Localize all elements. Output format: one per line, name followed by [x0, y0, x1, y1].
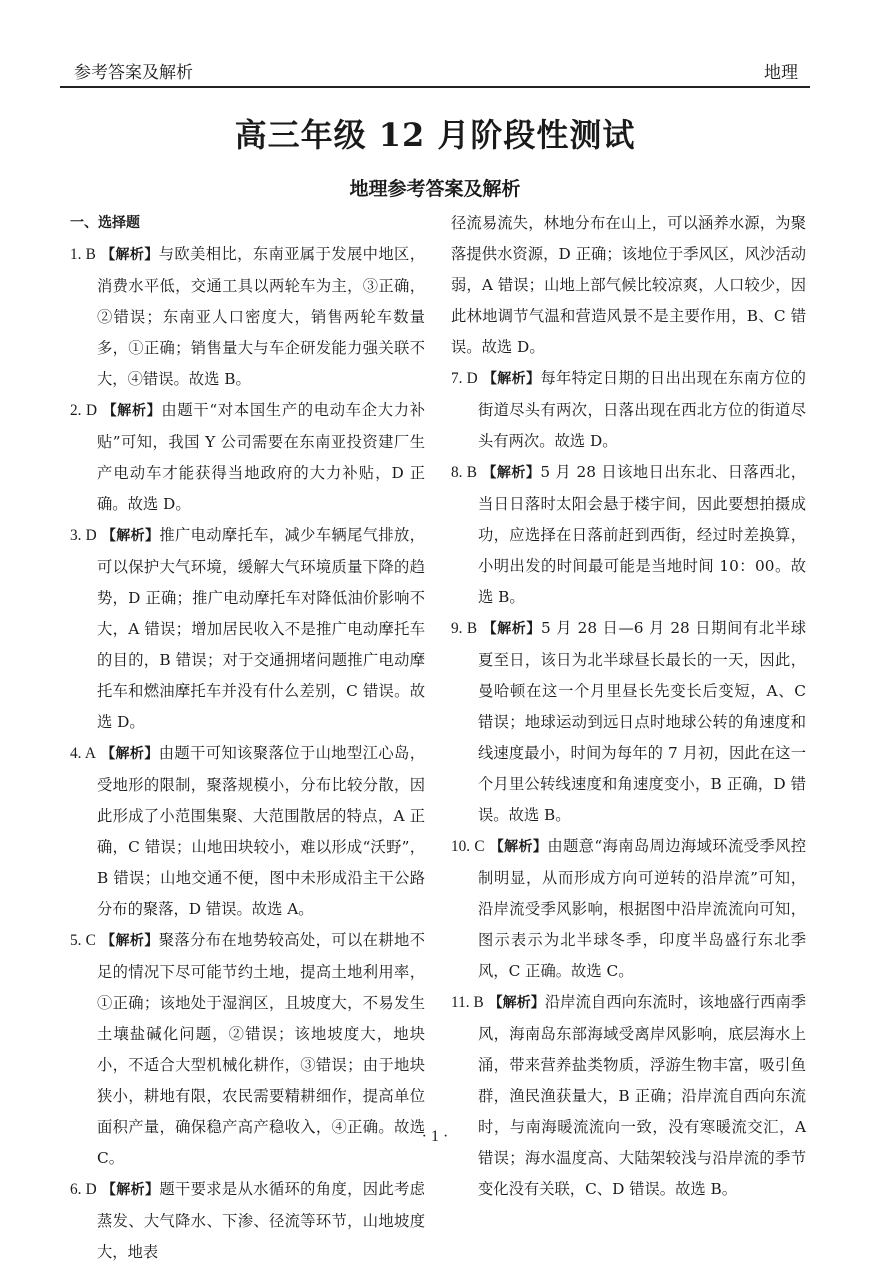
answer-number: 11. B	[451, 994, 484, 1011]
answer-number: 7. D	[451, 370, 478, 387]
answer-item	[70, 1174, 425, 1268]
analysis-tag: 【解析】	[101, 1182, 160, 1198]
analysis-tag: 【解析】	[482, 621, 542, 637]
answer-explanation: 沿岸流自西向东流时，该地盛行西南季风，海南岛东部海域受离岸风影响，底层海水上涌，带来营养盐类物质，浮游生物丰富，吸引鱼群，渔民渔获量大，B 正确；沿岸流自西向东流时，与南海暖流流向一致，没有寒暖流交汇，A 错误；海水温度高、大陆架较浅与沿岸流的季节变化没有关联，C、D 错误。故选 B。	[478, 993, 806, 1198]
answer-list-right	[451, 363, 806, 1205]
analysis-tag: 【解析】	[101, 528, 160, 544]
answer-continuation: 径流易流失，林地分布在山上，可以涵养水源，为聚落提供水资源，D 正确；该地位于季风区，风沙活动弱，A 错误；山地上部气候比较凉爽，人口较少，因此林地调节气温和营造风景不是主要作用，B、C 错误。故选 D。	[451, 214, 806, 356]
answer-item	[451, 831, 806, 987]
section-heading: 一、选择题	[70, 215, 140, 231]
analysis-tag: 【解析】	[482, 465, 541, 481]
analysis-tag: 【解析】	[101, 933, 159, 949]
answer-number: 4. A	[70, 745, 96, 762]
page-title: 高三年级 12 月阶段性测试	[234, 116, 636, 154]
answer-number: 2. D	[70, 402, 98, 419]
answer-item	[70, 738, 425, 925]
analysis-tag: 【解析】	[482, 371, 541, 387]
answer-item	[451, 363, 806, 457]
answer-explanation: 与欧美相比，东南亚属于发展中地区，消费水平低，交通工具以两轮车为主，③正确，②错误；东南亚人口密度大，销售两轮车数量多，①正确；销售量大与车企研发能力强关联不大，④错误。故选 B。	[97, 245, 425, 388]
answer-item	[451, 457, 806, 613]
answer-explanation: 每年特定日期的日出出现在东南方位的街道尽头有两次，日落出现在西北方位的街道尽头有两次。故选 D。	[478, 369, 806, 450]
header-left-title: 参考答案及解析	[74, 63, 193, 83]
answer-item	[70, 239, 425, 395]
answer-item	[451, 987, 806, 1205]
page-number: · 1 ·	[421, 1128, 449, 1145]
answer-number: 3. D	[70, 527, 97, 544]
answer-list-left	[70, 239, 425, 1268]
answer-explanation: 由题干可知该聚落位于山地型江心岛，受地形的限制，聚落规模小，分布比较分散，因此形成了小范围集聚、大范围散居的特点，A 正确，C 错误；山地田块较小，难以形成“沃野”，B 错误；山地交通不便，图中未形成沿主干公路分布的聚落，D 错误。故选 A。	[97, 744, 425, 918]
page-header	[60, 52, 810, 86]
answer-explanation: 题干要求是从水循环的角度，因此考虑蒸发、大气降水、下渗、径流等环节，山地坡度大，地表	[97, 1180, 425, 1261]
left-column	[70, 208, 425, 1268]
answer-number: 10. C	[451, 838, 485, 855]
analysis-tag: 【解析】	[101, 247, 159, 263]
answer-explanation: 推广电动摩托车，减少车辆尾气排放，可以保护大气环境，缓解大气环境质量下降的趋势，D 正确；推广电动摩托车对降低油价影响不大，A 错误；增加居民收入不是推广电动摩托车的目的，B 错误；对于交通拥堵问题推广电动摩托车和燃油摩托车并没有什么差别，C 错误。故选 D。	[97, 526, 425, 731]
header-rule	[60, 86, 810, 88]
answer-item	[70, 395, 425, 520]
analysis-tag: 【解析】	[489, 839, 548, 855]
answer-number: 1. B	[70, 246, 96, 263]
header-subject: 地理	[764, 63, 798, 83]
answer-number: 8. B	[451, 464, 477, 481]
answer-explanation: 由题干“对本国生产的电动车企大力补贴”可知，我国 Y 公司需要在东南亚投资建厂生产电动车才能获得当地政府的大力补贴，D 正确。故选 D。	[97, 401, 425, 513]
answer-number: 5. C	[70, 932, 96, 949]
page-subtitle: 地理参考答案及解析	[349, 178, 521, 200]
answer-explanation: 5 月 28 日该地日出东北、日落西北，当日日落时太阳会悬于楼宇间，因此要想拍摄成功，应选择在日落前赶到西街，经过时差换算，小明出发的时间最可能是当地时间 10：00。故选 B。	[478, 463, 807, 606]
analysis-tag: 【解析】	[102, 403, 162, 419]
answer-number: 6. D	[70, 1181, 97, 1198]
answer-item	[70, 520, 425, 738]
answer-item	[451, 613, 806, 831]
right-column	[451, 208, 806, 1205]
answer-explanation: 聚落分布在地势较高处，可以在耕地不足的情况下尽可能节约土地，提高土地利用率，①正确；该地处于湿润区，且坡度大，不易发生土壤盐碱化问题，②错误；该地坡度大，地块小，不适合大型机械化耕作，③错误；由于地块狭小，耕地有限，农民需要精耕细作，提高单位面积产量，确保稳产高产稳收入，④正确。故选 C。	[97, 931, 425, 1167]
analysis-tag: 【解析】	[488, 995, 545, 1011]
answer-explanation: 5 月 28 日—6 月 28 日期间有北半球夏至日，该日为北半球昼长最长的一天，因此，曼哈顿在这一个月里昼长先变长后变短，A、C 错误；地球运动到远日点时地球公转的角速度和线速度最小，时间为每年的 7 月初，因此在这一个月里公转线速度和角速度变小，B 正确，D 错误。故选 B。	[478, 619, 806, 824]
answer-number: 9. B	[451, 620, 478, 637]
answer-explanation: 由题意“海南岛周边海域环流受季风控制明显，从而形成方向可逆转的沿岸流”可知，沿岸流受季风影响，根据图中沿岸流流向可知，图示表示为北半球冬季，印度半岛盛行东北季风，C 正确。故选 C。	[478, 837, 806, 980]
analysis-tag: 【解析】	[101, 746, 159, 762]
